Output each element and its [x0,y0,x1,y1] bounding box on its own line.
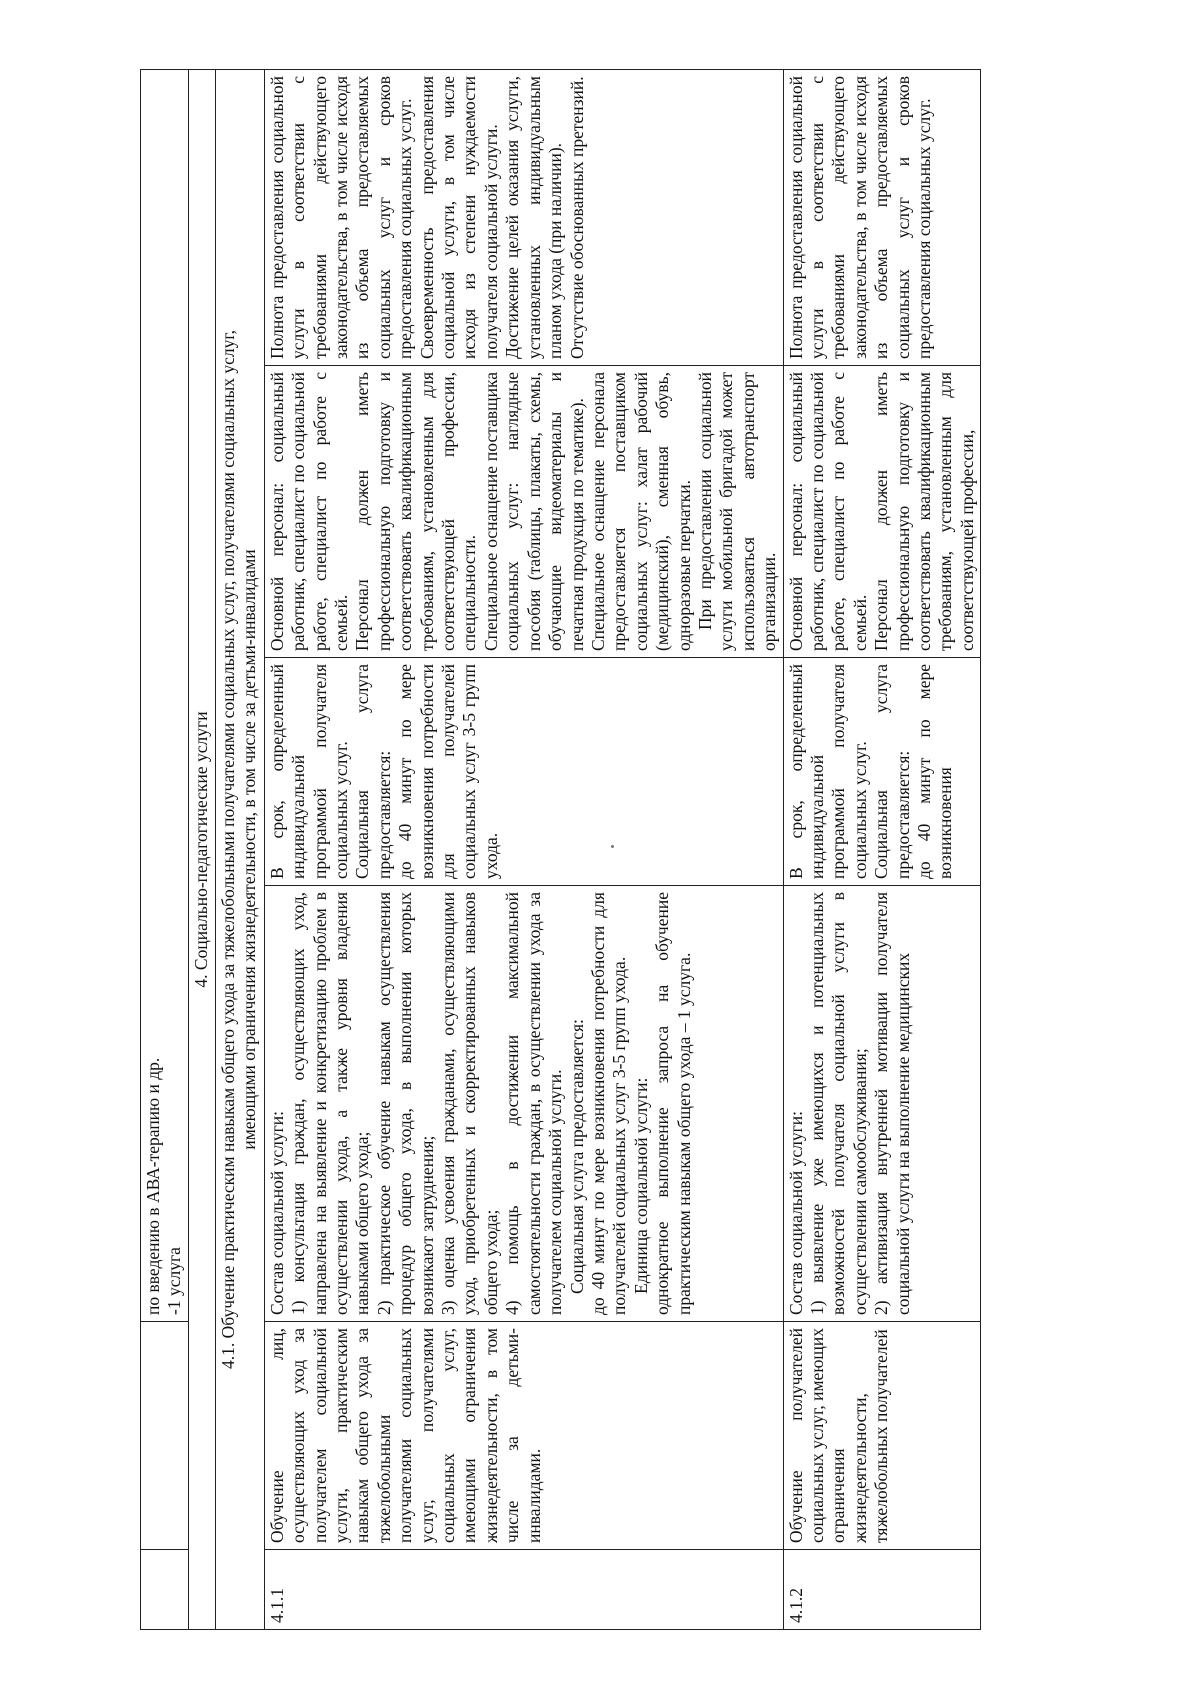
section-row [188,69,215,1629]
quality-line: Полнота предоставления социальной услуги в соответствии с требованиями действующего законодательства, в том числе исходя из объема предоставляемых социальных услуг и сроков предоставления социальных услуг. [785,75,934,359]
service-name: Обучение лиц, осуществляющих уход за получателем социальной услуги, практическим навыкам общего ухода за тяжелобольными получателями социальных услуг, получателями социальных услуг, имеющими ограничения жизнедеятельности, в том числе за детьми-инвалидами. [264,1322,783,1550]
conditions-line: Специальное оснащение персонала предоставляется поставщиком социальных услуг: халат рабочий (медицинский), сменная обувь, одноразовые перчатки. [587,372,694,651]
subsection-title-line-2: имеющими ограничения жизнедеятельности, в том числе за детьми-инвалидами [239,549,260,1150]
composition-line: 2) активизация внутренней мотивации получателя социальной услуги на выполнение медицинских [871,892,913,1315]
continuation-num-cell [141,1550,189,1630]
continuation-line-2: -1 услуга [164,1247,185,1315]
service-composition [783,886,981,1322]
conditions-line: Персонал должен иметь профессиональную подготовку и соответствовать квалификационным требованиям, установленным для соответствующей профессии, [871,372,977,651]
service-number: 4.1.2 [783,1550,981,1630]
conditions-line: Основной персонал: социальный работник, специалист по социальной работе, специалист по работе с семьей. [266,372,352,651]
service-quality [264,69,783,365]
conditions-line: Основной персонал: социальный работник, специалист по социальной работе, специалист по работе с семьей. [785,372,870,651]
term-line: до 40 минут по мере возникновения [914,664,956,879]
composition-line: Состав социальной услуги: [785,1110,806,1315]
composition-line: однократное выполнение запроса на обучение практическим навыкам общего ухода – 1 услуга. [652,892,694,1315]
term-line: до 40 минут по мере возникновения потребности для получателей социальных услуг 3-5 групп ухода. [395,664,501,879]
composition-line: 3) оценка усвоения гражданами, осуществляющими уход, приобретенных и скорректированных навыков общего ухода; [438,892,501,1315]
service-term [264,658,783,886]
composition-line: 1) выявление уже имеющихся и потенциальных возможностей получателя социальной услуги в осуществлении самообслуживания; [806,892,870,1315]
table-row [783,69,981,1629]
composition-line: 4) помощь в достижении максимальной самостоятельности граждан, в осуществлении ухода за получателем социальной услуги. [502,892,566,1315]
term-line: В срок, определенный индивидуальной программой получателя социальных услуг. [785,664,870,879]
continuation-text-cell [141,69,189,1321]
composition-line: Социальная услуга предоставляется: [566,1019,587,1294]
term-line: Социальная услуга предоставляется: [871,664,913,879]
service-conditions [264,366,783,658]
service-name: Обучение получателей социальных услуг, имеющих ограничения жизнедеятельности, тяжелобольных получателей [783,1322,981,1550]
subsection-row [215,69,264,1629]
composition-line: Состав социальной услуги: [266,1110,287,1315]
service-number: 4.1.1 [264,1550,783,1630]
composition-line: до 40 минут по мере возникновения потребности для получателей социальных услуг 3-5 групп ухода. [587,892,630,1315]
table-row [264,69,783,1629]
service-term [783,658,981,886]
composition-line: 1) консультация граждан, осуществляющих уход, направлена на выявление и конкретизацию проблем в осуществлении ухода, а также уровня владения навыками общего ухода; [288,892,373,1315]
quality-line: Полнота предоставления социальной услуги в соответствии с требованиями действующего законодательства, в том числе исходя из объема предоставляемых социальных услуг и сроков предоставления социальных услуг. [266,75,416,359]
continuation-row [141,69,189,1629]
subsection-title [215,69,264,1629]
term-line: В срок, определенный индивидуальной программой получателя социальных услуг. [266,664,352,879]
services-table [140,69,981,1630]
section-title: 4. Социально-педагогические услуги [188,69,215,1629]
quality-line: Достижение целей оказания услуги, установленных индивидуальным планом ухода (при наличии). [502,75,566,359]
continuation-line-1: по введению в АВА-терапию и др. [143,1057,163,1315]
subsection-title-line-1: 4.1. Обучение практическим навыкам общего ухода за тяжелобольными получателями социальных услуг, получателями социальных услуг, [217,330,238,1369]
conditions-line: При предоставлении социальной услуги мобильной бригадой может использоваться автотранспорт организации. [694,372,780,651]
composition-line: 2) практическое обучение навыкам осуществления процедур общего ухода, в выполнении которых возникают затруднения; [373,892,437,1315]
service-conditions [783,366,981,658]
quality-line: Отсутствие обоснованных претензий. [566,76,587,359]
rotated-sheet [140,70,1150,1630]
quality-line: Своевременность предоставления социальной услуги, в том числе исходя из степени нуждаемости получателя социальной услуги. [416,75,501,359]
conditions-line: Специальное оснащение поставщика социальных услуг: наглядные пособия (таблицы, плакаты, схемы, обучающие видеоматериалы и печатная продукция по тематике). [480,372,587,651]
term-line: Социальная услуга предоставляется: [352,664,394,879]
composition-line: Единица социальной услуги: [630,1077,651,1294]
conditions-line: Персонал должен иметь профессиональную подготовку и соответствовать квалификационным требованиям, установленным для соответствующей профессии, специальности. [352,372,480,651]
continuation-name-cell [141,1322,189,1550]
service-quality [783,69,981,365]
service-composition [264,886,783,1322]
